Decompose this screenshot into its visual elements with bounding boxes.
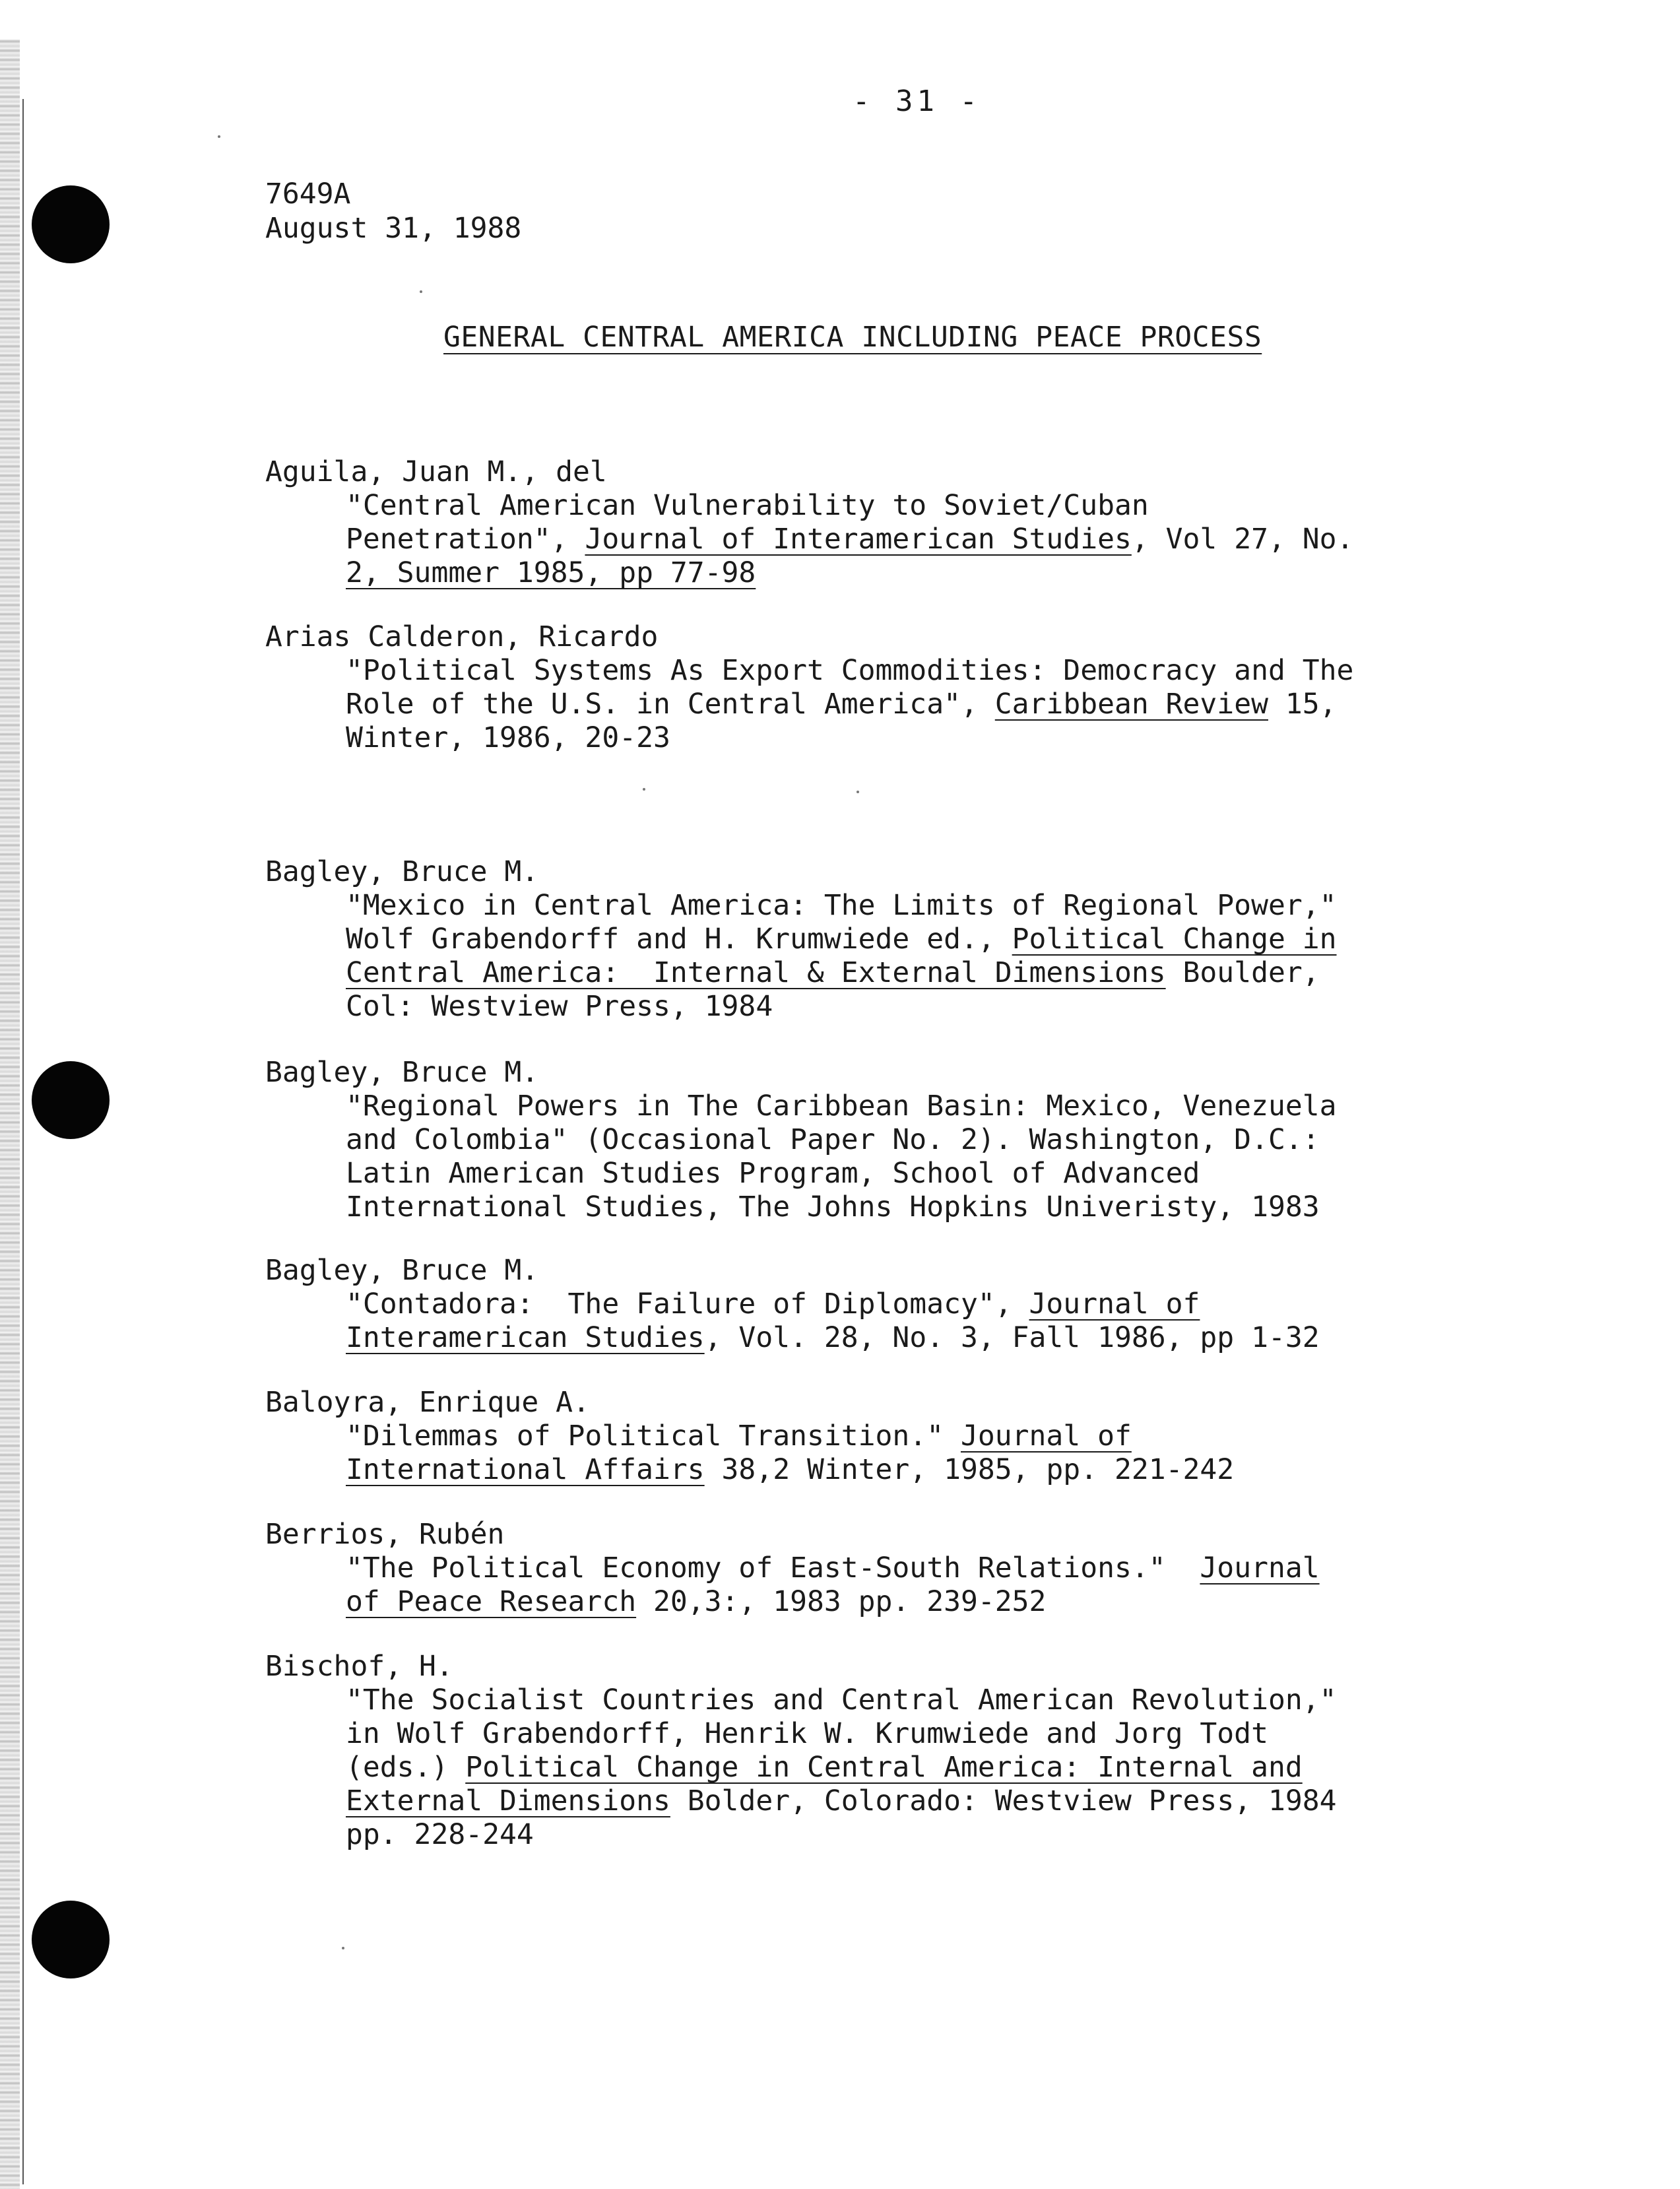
scan-speck — [856, 791, 859, 793]
document-header — [265, 177, 521, 245]
publication-title: 2, Summer 1985, pp 77-98 — [346, 556, 756, 589]
reference-line — [346, 1321, 1320, 1355]
entry-author: Arias Calderon, Ricardo — [265, 620, 659, 653]
publication-title: Journal — [1200, 1552, 1320, 1585]
reference-text: (eds.) — [346, 1751, 466, 1784]
reference-text: 38,2 Winter, 1985, pp. 221-242 — [704, 1453, 1235, 1486]
publication-title: International Affairs — [346, 1453, 705, 1486]
entry-author: Bagley, Bruce M. — [265, 1056, 539, 1089]
publication-title: External Dimensions — [346, 1784, 670, 1817]
reference-text: "Mexico in Central America: The Limits of Regional Power," — [346, 889, 1337, 922]
reference-text: "Dilemmas of Political Transition." — [346, 1420, 961, 1453]
bibliography-entry — [265, 1254, 1320, 1355]
reference-line — [346, 688, 1353, 721]
entry-reference — [346, 1288, 1320, 1355]
reference-line — [346, 523, 1353, 556]
reference-text: Penetration", — [346, 523, 585, 556]
page-number: - 31 - — [853, 84, 981, 118]
entry-author: Bagley, Bruce M. — [265, 855, 539, 888]
publication-title: Caribbean Review — [994, 688, 1268, 721]
reference-text: International Studies, The Johns Hopkins Univeristy, 1983 — [346, 1191, 1320, 1224]
reference-line — [346, 1191, 1337, 1224]
bibliography-entry — [265, 855, 1337, 1024]
reference-text: Bolder, Colorado: Westview Press, 1984 — [670, 1784, 1337, 1817]
section-title: GENERAL CENTRAL AMERICA INCLUDING PEACE PROCESS — [443, 321, 1262, 354]
reference-line — [346, 1090, 1337, 1123]
reference-text: Role of the U.S. in Central America", — [346, 688, 995, 721]
reference-line — [346, 1683, 1337, 1717]
scan-speck — [218, 135, 220, 138]
reference-text: in Wolf Grabendorff, Henrik W. Krumwiede and Jorg Todt — [346, 1717, 1268, 1750]
reference-text: "Central American Vulnerability to Soviet/Cuban — [346, 489, 1149, 522]
entry-reference — [346, 654, 1353, 755]
bibliography-entry — [265, 1650, 1337, 1852]
entry-author: Aguila, Juan M., del — [265, 455, 607, 488]
scan-speck — [643, 788, 645, 791]
bibliography-entry — [265, 1386, 1234, 1487]
reference-text: "Political Systems As Export Commodities: Democracy and The — [346, 654, 1354, 687]
reference-text: Boulder, — [1165, 956, 1320, 989]
bibliography-entry — [265, 620, 1353, 755]
reference-line — [346, 1420, 1234, 1453]
reference-text: 20,3:, 1983 pp. 239-252 — [636, 1585, 1047, 1618]
reference-line — [346, 721, 1353, 755]
entry-author: Berrios, Rubén — [265, 1518, 505, 1551]
reference-line — [346, 1157, 1337, 1191]
reference-text: Wolf Grabendorff and H. Krumwiede ed., — [346, 923, 1012, 956]
reference-text: "Contadora: The Failure of Diplomacy", — [346, 1288, 1029, 1321]
reference-line — [346, 1552, 1320, 1585]
document-date: August 31, 1988 — [265, 212, 522, 245]
bibliography-entry — [265, 455, 1353, 590]
reference-line — [346, 1717, 1337, 1751]
page-edge-line — [22, 99, 24, 2184]
publication-title: of Peace Research — [346, 1585, 637, 1618]
punch-hole-top — [32, 185, 110, 263]
entry-reference — [346, 1090, 1337, 1224]
reference-text: , Vol 27, No. — [1131, 523, 1354, 556]
document-code: 7649A — [265, 178, 351, 211]
entry-reference — [346, 889, 1337, 1024]
publication-title: Interamerican Studies — [346, 1321, 705, 1354]
reference-text: Col: Westview Press, 1984 — [346, 990, 773, 1023]
reference-line — [346, 654, 1353, 688]
entry-reference — [346, 1552, 1320, 1619]
reference-text: "The Socialist Countries and Central American Revolution," — [346, 1683, 1337, 1716]
punch-hole-bottom — [32, 1901, 110, 1978]
scanned-page-edge — [0, 40, 20, 2189]
reference-line — [346, 889, 1337, 923]
bibliography-entry — [265, 1518, 1320, 1619]
publication-title: Political Change in — [1012, 923, 1337, 956]
scan-speck — [420, 290, 422, 293]
reference-line — [346, 956, 1337, 990]
reference-text: and Colombia" (Occasional Paper No. 2). Washington, D.C.: — [346, 1123, 1320, 1156]
reference-text: Latin American Studies Program, School of Advanced — [346, 1157, 1200, 1190]
reference-text: , Vol. 28, No. 3, Fall 1986, pp 1-32 — [704, 1321, 1320, 1354]
reference-line — [346, 1818, 1337, 1852]
entry-reference — [346, 1420, 1234, 1487]
publication-title: Journal of — [960, 1420, 1132, 1453]
entry-author: Baloyra, Enrique A. — [265, 1386, 590, 1419]
bibliography-entry — [265, 1056, 1337, 1224]
reference-text: 15, — [1268, 688, 1337, 721]
reference-line — [346, 489, 1353, 523]
entry-author: Bagley, Bruce M. — [265, 1254, 539, 1287]
reference-text: "Regional Powers in The Caribbean Basin: Mexico, Venezuela — [346, 1090, 1337, 1123]
reference-text: pp. 228-244 — [346, 1818, 534, 1851]
entry-reference — [346, 1683, 1337, 1852]
publication-title: Journal of Interamerican Studies — [585, 523, 1132, 556]
publication-title: Central America: Internal & External Dimensions — [346, 956, 1166, 989]
reference-line — [346, 1288, 1320, 1321]
reference-line — [346, 1751, 1337, 1784]
entry-author: Bischof, H. — [265, 1650, 453, 1683]
reference-line — [346, 1585, 1320, 1619]
reference-line — [346, 923, 1337, 956]
reference-text: Winter, 1986, 20-23 — [346, 721, 670, 754]
reference-line — [346, 1784, 1337, 1818]
entry-reference — [346, 489, 1353, 590]
reference-text: "The Political Economy of East-South Relations." — [346, 1552, 1200, 1585]
reference-line — [346, 556, 1353, 590]
reference-line — [346, 1123, 1337, 1157]
scan-speck — [342, 1947, 344, 1949]
publication-title: Political Change in Central America: Internal and — [465, 1751, 1303, 1784]
reference-line — [346, 1453, 1234, 1487]
punch-hole-middle — [32, 1061, 110, 1139]
publication-title: Journal of — [1029, 1288, 1200, 1321]
reference-line — [346, 990, 1337, 1024]
